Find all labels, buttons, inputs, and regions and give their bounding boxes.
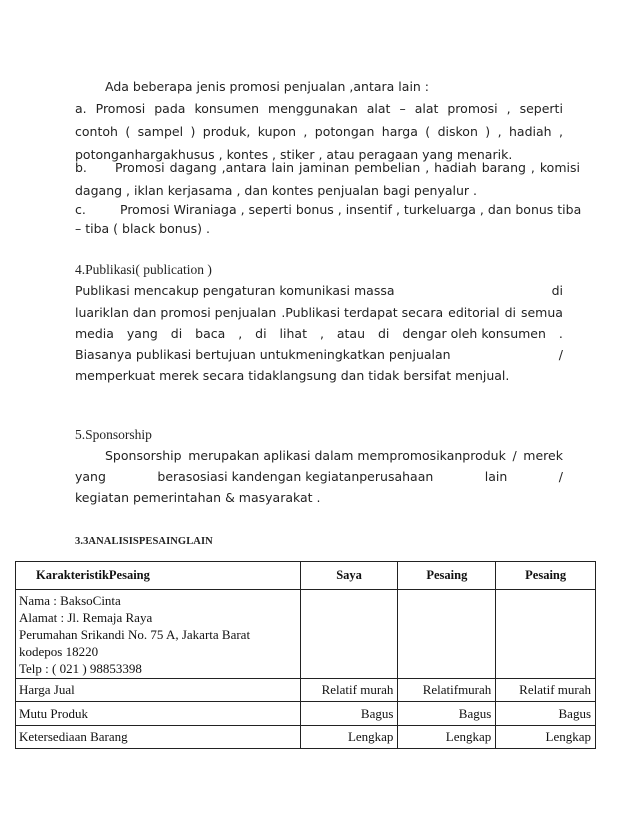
word: Sponsorship — [105, 448, 182, 463]
word: media — [75, 326, 114, 341]
analisis-heading: 3.3ANALISISPESAINGLAIN — [75, 536, 213, 547]
word: ) — [190, 124, 196, 139]
info-telp: Telp : ( 021 ) 98853398 — [19, 660, 142, 676]
competitor-analysis-table — [15, 561, 596, 749]
publikasi-heading: 4.Publikasi( publication ) — [75, 262, 212, 277]
table-row — [16, 702, 596, 726]
row-value-pesaing-1: Lengkap — [398, 726, 496, 749]
row-value-pesaing-2: Lengkap — [496, 726, 596, 749]
intro-b-line2: dagang , iklan kerjasama , dan kontes penjualan bagi penyalur . — [75, 183, 478, 198]
header-saya: Saya — [300, 562, 398, 590]
word: di — [377, 326, 390, 341]
word: ( — [125, 124, 131, 139]
word: ) — [485, 124, 491, 139]
intro-c-line1: Promosi Wiraniaga , seperti bonus , insentif , turkeluarga , dan bonus tiba — [120, 202, 582, 217]
word: produk, — [202, 124, 251, 139]
row-value-saya: Relatif murah — [300, 679, 398, 702]
publikasi-line1 — [75, 283, 563, 299]
sponsorship-line1 — [105, 448, 563, 464]
publikasi-line3 — [75, 326, 563, 342]
word: berasosiasi kandengan kegiatanperusahaan — [157, 469, 434, 484]
word: dengar oleh konsumen — [402, 326, 546, 341]
word: pada — [154, 101, 186, 116]
info-empty-pesaing-2 — [496, 590, 596, 679]
word: menggunakan — [268, 101, 358, 116]
intro-a-line1 — [75, 101, 563, 117]
word: , — [319, 326, 324, 341]
word: sampel — [137, 124, 184, 139]
word: lain — [484, 469, 508, 484]
intro-b-line1: Promosi dagang ,antara lain jaminan pembelian , hadiah barang , komisi — [115, 160, 580, 175]
publikasi-line1-text: Publikasi mencakup pengaturan komunikasi massa — [75, 283, 395, 298]
business-info-cell — [16, 590, 301, 679]
row-label: Ketersediaan Barang — [16, 726, 301, 749]
publikasi-line4-end: / — [558, 347, 563, 362]
table-row — [16, 679, 596, 702]
word: hadiah — [508, 124, 552, 139]
word: , — [497, 124, 502, 139]
row-value-pesaing-1: Bagus — [398, 702, 496, 726]
publikasi-line2 — [75, 305, 563, 321]
word: Promosi — [95, 101, 146, 116]
word: potongan — [314, 124, 375, 139]
intro-b-marker: b. — [75, 160, 87, 175]
info-nama: Nama : BaksoCinta — [19, 592, 121, 608]
row-value-pesaing-1: Relatifmurah — [398, 679, 496, 702]
sponsorship-line2 — [75, 469, 563, 485]
word: yang — [126, 326, 158, 341]
row-value-saya: Lengkap — [300, 726, 398, 749]
word: .Publikasi terdapat secara — [281, 305, 444, 320]
word: promosi — [447, 101, 498, 116]
word: ( — [425, 124, 431, 139]
row-value-saya: Bagus — [300, 702, 398, 726]
publikasi-line4-text: Biasanya publikasi bertujuan untukmeningkatkan penjualan — [75, 347, 451, 362]
row-label: Mutu Produk — [16, 702, 301, 726]
word: alat — [366, 101, 391, 116]
word: kupon — [257, 124, 296, 139]
sponsorship-line3: kegiatan pemerintahan & masyarakat . — [75, 490, 321, 505]
word: di — [255, 326, 267, 341]
table-header-row — [16, 562, 596, 590]
row-value-pesaing-2: Relatif murah — [496, 679, 596, 702]
info-alamat: Alamat : Jl. Remaja Raya — [19, 609, 153, 625]
word: / — [558, 469, 563, 484]
table-row-info — [16, 590, 596, 679]
publikasi-line1-end: di — [551, 283, 563, 298]
word: contoh — [75, 124, 118, 139]
info-alamat-2: Perumahan Srikandi No. 75 A, Jakarta Barat — [19, 626, 251, 642]
publikasi-line4 — [75, 347, 563, 363]
word: baca — [195, 326, 226, 341]
row-label: Harga Jual — [16, 679, 301, 702]
word: , — [506, 101, 511, 116]
table-row — [16, 726, 596, 749]
word: seperti — [519, 101, 563, 116]
word: luariklan dan promosi penjualan — [75, 305, 277, 320]
header-pesaing-1: Pesaing — [398, 562, 496, 590]
header-karakteristik: KarakteristikPesaing — [16, 562, 301, 590]
info-empty-saya — [300, 590, 398, 679]
word: semua — [520, 305, 563, 320]
intro-c-marker: c. — [75, 202, 86, 217]
info-empty-pesaing-1 — [398, 590, 496, 679]
word: harga — [381, 124, 418, 139]
word: alat — [414, 101, 439, 116]
word: atau — [336, 326, 366, 341]
word: yang — [75, 469, 106, 484]
word: merupakan aplikasi dalam mempromosikanproduk — [188, 448, 506, 463]
word: , — [558, 124, 563, 139]
row-value-pesaing-2: Bagus — [496, 702, 596, 726]
publikasi-line5: memperkuat merek secara tidaklangsung dan tidak bersifat menjual. — [75, 368, 510, 383]
word: , — [238, 326, 243, 341]
word: / — [512, 448, 517, 463]
word: diskon — [437, 124, 478, 139]
intro-a-line3: potonganhargakhusus , kontes , stiker , atau peragaan yang menarik. — [75, 147, 513, 162]
intro-c-line2: – tiba ( black bonus) . — [75, 221, 210, 236]
header-pesaing-2: Pesaing — [496, 562, 596, 590]
intro-lead: Ada beberapa jenis promosi penjualan ,antara lain : — [105, 79, 430, 94]
info-kodepos: kodepos 18220 — [19, 643, 99, 659]
intro-a-line2 — [75, 124, 563, 140]
word: a. — [75, 101, 87, 116]
word: , — [303, 124, 308, 139]
word: merek — [523, 448, 563, 463]
word: editorial — [448, 305, 500, 320]
word: . — [558, 326, 563, 341]
sponsorship-heading: 5.Sponsorship — [75, 427, 152, 442]
word: di — [504, 305, 516, 320]
word: – — [399, 101, 406, 116]
word: konsumen — [194, 101, 260, 116]
word: lihat — [279, 326, 307, 341]
word: di — [170, 326, 183, 341]
